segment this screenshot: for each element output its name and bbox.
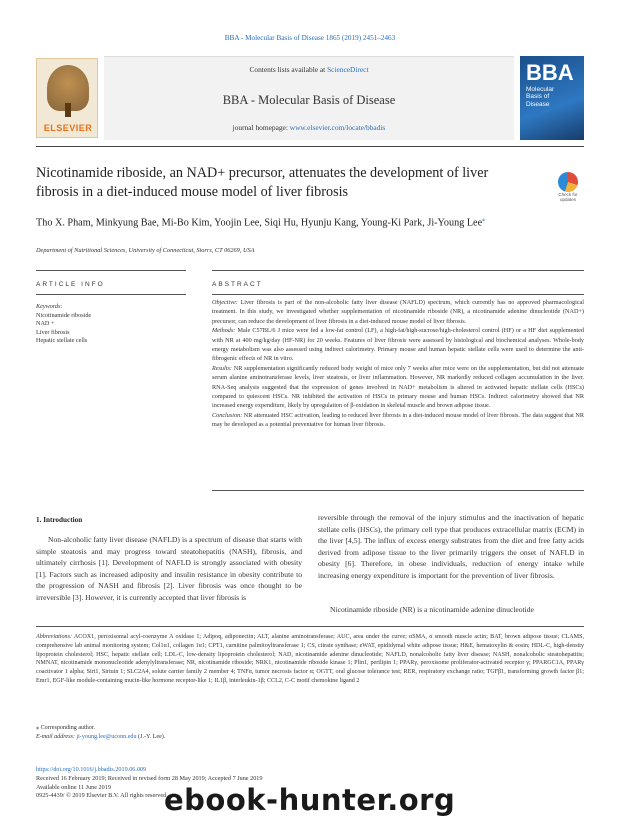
abstract-heading: ABSTRACT (212, 281, 263, 288)
author-affiliation: Department of Nutritional Sciences, University of Connecticut, Storrs, CT 06269, USA (36, 247, 255, 254)
intro-right-column-next: Nicotinamide riboside (NR) is a nicotinamide adenine dinucleotide (330, 605, 534, 614)
abstract-rule (212, 270, 584, 271)
doi-link[interactable]: https://doi.org/10.1016/j.bbadis.2019.06.009 (36, 766, 147, 773)
results-text: NR supplementation significantly reduced body weight of mice only 7 weeks after mice were on the supplementation, but did not attenuate serum alanine aminotransferase levels, liver steatosis, or liver inflammation. However, NR markedly reduced collagen accumulation in the liver. RNA-Seq analysis suggested that the expression of genes involved in NAD+ metabolism is altered in activated hepatic stellate cells (HSCs) compared to quiescent HSCs. NR inhibited the activation of HSCs in primary mouse and human HSCs. Indirect calorimetry showed that NR increased energy expenditure, likely by upregulation of β-oxidation in skeletal muscle and brown adipose tissue. (212, 364, 584, 410)
keyword-item: Liver fibrosis (36, 328, 70, 336)
crossmark-label: Check for updates (558, 192, 578, 202)
keywords-label: Keywords: (36, 303, 63, 310)
corresponding-author-mark[interactable]: ⁎ (482, 217, 486, 223)
keyword-item: Hepatic stellate cells (36, 337, 88, 345)
journal-masthead (36, 56, 584, 140)
journal-title: BBA - Molecular Basis of Disease (222, 93, 396, 107)
article-title: Nicotinamide riboside, an NAD+ precursor, attenuates the development of liver fibrosis in a diet-induced mouse model of liver fibrosis (36, 165, 489, 200)
available-online: Available online 11 June 2019 (36, 783, 111, 791)
cover-subtitle: Molecular Basis of Disease (526, 86, 555, 108)
abbreviations-label: Abbreviations: (36, 634, 72, 640)
keyword-item: NAD + (36, 320, 55, 328)
abstract-subrule (212, 294, 584, 295)
abbreviations-footnote (36, 633, 584, 686)
corresponding-footnote (36, 724, 584, 742)
journal-cover-image[interactable] (520, 56, 584, 140)
article-info-heading: ARTICLE INFO (36, 281, 105, 288)
received-dates: Received 16 February 2019; Received in revised form 28 May 2019; Accepted 7 June 2019 (36, 774, 263, 782)
homepage-prefix: journal homepage: (232, 123, 290, 132)
publisher-name: ELSEVIER (43, 123, 93, 133)
watermark: ebook-hunter.org (164, 783, 456, 817)
abstract-conclusion (212, 411, 584, 430)
objective-text: Liver fibrosis is part of the non-alcoholic fatty liver disease (NAFLD) spectrum, which currently has no approved pharmacological treatment. In this study, we investigated whether supplementation of nicotinamide riboside (NR), a nicotinamide adenine dinucleotide (NAD+) precursor, can reduce the development of liver fibrosis in a diet-induced mouse model of liver fibrosis. (212, 299, 584, 325)
journal-citation-link[interactable]: BBA - Molecular Basis of Disease 1865 (2019) 2451–2463 (224, 34, 396, 42)
email-line (36, 733, 584, 742)
conclusion-label: Conclusion: (212, 411, 243, 419)
abstract-objective (212, 298, 584, 326)
methods-text: Male C57BL/6 J mice were fed a low-fat control (LF), a high-fat/high-sucrose/high-cholesterol control (HF) or a HF diet supplemented with NR at 400 mg/kg/day (HF-NR) for 20 weeks. Features of liver fibrosis were assessed by histological and biochemical analyses. Whole-body energy metabolism was also assessed using indirect calorimetry. Primary mouse and human hepatic stellate cells were used to determine the anti-fibrogenic effects of NR in vitro. (212, 327, 584, 363)
cover-title: BBA (526, 60, 574, 85)
masthead-banner (104, 56, 514, 140)
article-info-subrule (36, 294, 186, 295)
keyword-item: Nicotinamide riboside (36, 311, 92, 319)
elsevier-logo (36, 58, 98, 138)
objective-label: Objective: (212, 299, 238, 306)
email-label: E-mail address: (36, 733, 75, 740)
copyright-line: 0925-4439/ © 2019 Elsevier B.V. All rights reserved. (36, 792, 168, 800)
crossmark-icon (558, 172, 578, 192)
results-label: Results: (212, 364, 232, 372)
author-email-link[interactable]: ji-young.lee@uconn.edu (76, 733, 137, 740)
sciencedirect-link[interactable]: ScienceDirect (327, 65, 369, 74)
footnote-rule (36, 626, 584, 627)
homepage-line (104, 123, 514, 132)
introduction-heading: 1. Introduction (36, 516, 83, 524)
methods-label: Methods: (212, 327, 236, 335)
abstract-body (212, 298, 584, 430)
contents-prefix: Contents lists available at (249, 65, 328, 74)
author-list (36, 212, 556, 231)
email-suffix: (J.-Y. Lee). (136, 733, 166, 740)
conclusion-text: NR attenuated HSC activation, leading to reduced liver fibrosis in a diet-induced mouse model of liver fibrosis. The data suggest that NR may be developed as a potential preventative for human liver fibrosis. (212, 411, 584, 429)
article-info-rule (36, 270, 186, 271)
abstract-methods (212, 326, 584, 364)
corresponding-author-note: ⁎ Corresponding author. (36, 725, 96, 731)
abstract-results (212, 364, 584, 411)
header-rule (36, 146, 584, 147)
abstract-bottom-rule (212, 490, 584, 491)
contents-line (104, 65, 514, 74)
abbreviations-text: ACOX1, peroxisomal acyl-coenzyme A oxidase 1; Adipoq, adiponectin; ALT, alanine aminotransferase; AUC, area under the curve; αSMA, α smooth muscle actin; BAT, brown adipose tissue; CLAMS, comprehensive lab animal monitoring system; Col1α1, collagen 1α1; CPT1, carnitine palmitoyltransferase 1; CS, citrate synthase; eWAT, epididymal white adipose tissue; H&E, hematoxylin & eosin; HDL-C, high-density lipoprotein cholesterol; HSC, hepatic stellate cell; LDL-C, low-density lipoprotein cholesterol; NAD, nicotinamide adenine dinucleotide; NAFLD, nonalcoholic fatty liver disease; NASH, nonalcoholic steatohepatitis; NMNAT, nicotinamide mononucleotide adenylyltransferase; NR, nicotinamide riboside; NRK1, nicotinamide riboside kinase 1; Plin1, perilipin 1; PPARγ, peroxisome proliferator-activated receptor γ; PPARGC1A, PPARγ coactivator 1 alpha; Sirt1, Sirtuin 1; SLC2A4, solute carrier family 2 member 4; TNFα, tumor necrosis factor α; OGTT, oral glucose tolerance test; RER, respiratory exchange ratio; TGFβ1, transforming growth factor β1; Emr1, EGF-like module-containing mucin-like hormone receptor-like 1; IL1β, interleukin-1β; CCL2, C-C motif chemokine ligand 2 (36, 634, 584, 684)
authors-text: Tho X. Pham, Minkyung Bae, Mi-Bo Kim, Yoojin Lee, Siqi Hu, Hyunju Kang, Young-Ki Park, Ji-Young Lee (36, 217, 483, 229)
check-for-updates-badge[interactable] (554, 172, 582, 206)
journal-homepage-link[interactable]: www.elsevier.com/locate/bbadis (289, 123, 386, 132)
intro-left-column: Non-alcoholic fatty liver disease (NAFLD) is a spectrum of disease that starts with simple steatosis and may progress toward steatohepatitis (NASH), fibrosis, and ultimately cirrhosis [1]. Development of NAFLD is strongly associated with obesity [1]. Factors such as increased adiposity and insulin resistance in obesity contribute to the progression of NASH and fibrosis [2]. Liver fibrosis was once thought to be irreversible [3]. However, it is currently accepted that liver fibrosis is (36, 535, 302, 602)
keywords-block (36, 303, 186, 346)
intro-right-column: reversible through the removal of the injury stimulus and the inactivation of hepatic stellate cells (HSCs), the primary cell type that produces extracellular matrix (ECM) in the liver [4,5]. The influx of excess energy substrates from the diet and free fatty acids derived from adipose tissue to the liver primarily triggers the onset of NAFLD in obesity [6]. Therefore, in obese individuals, reduction of energy intake while increasing energy expenditure is important for the prevention of liver fibrosis. (318, 513, 584, 580)
